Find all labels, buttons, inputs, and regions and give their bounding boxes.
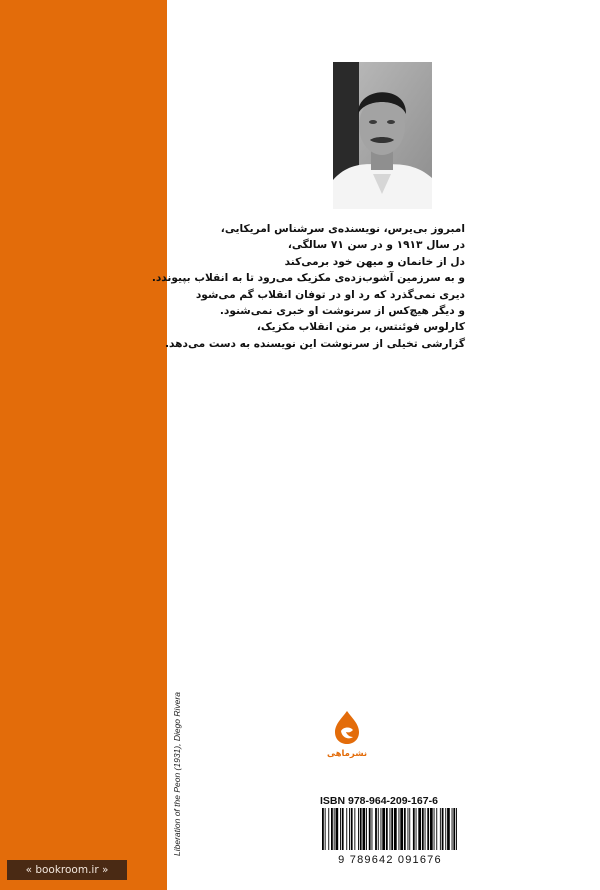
barcode-bar xyxy=(322,808,324,850)
barcode-bar xyxy=(456,808,457,850)
barcode-bar xyxy=(404,808,406,850)
barcode-bar xyxy=(430,808,433,850)
fish-logo-icon xyxy=(326,710,368,760)
cover-art-credit: Liberation of the Peon (1931), Diego Rivera xyxy=(172,692,182,856)
barcode-bar xyxy=(351,808,353,850)
blurb-line: گزارشی تخیلی از سرنوشت این نویسنده به دست می‌دهد. xyxy=(165,337,465,350)
barcode-bar xyxy=(394,808,397,850)
barcode-bar xyxy=(369,808,371,850)
barcode-bar xyxy=(391,808,393,850)
author-photo xyxy=(333,62,432,209)
barcode-bar xyxy=(366,808,367,850)
barcode-bar xyxy=(400,808,403,850)
barcode-bar xyxy=(354,808,355,850)
barcode-bar xyxy=(372,808,373,850)
blurb-line: کارلوس فوئنتس، بر متن انقلاب مکزیک، xyxy=(256,321,465,334)
barcode-bar xyxy=(425,808,426,850)
barcode-bar xyxy=(409,808,410,850)
barcode-number: 9 789642 091676 xyxy=(338,854,442,866)
barcode-bar xyxy=(342,808,344,850)
barcode-bar xyxy=(382,808,385,850)
back-cover-blurb xyxy=(151,221,465,352)
barcode-bar xyxy=(390,808,391,850)
author-portrait-icon xyxy=(333,62,432,209)
barcode-bar xyxy=(334,808,335,850)
barcode-bar xyxy=(378,808,379,850)
barcode-bar xyxy=(413,808,415,850)
barcode-bar xyxy=(328,808,329,850)
barcode-bar xyxy=(418,808,421,850)
blurb-line: و دیگر هیچ‌کس از سرنوشت او خبری نمی‌شنود. xyxy=(219,305,465,318)
barcode-bar xyxy=(375,808,377,850)
barcode-bar xyxy=(358,808,359,850)
isbn-label: ISBN 978-964-209-167-6 xyxy=(320,795,438,807)
barcode-bar xyxy=(346,808,347,850)
barcode-bar xyxy=(445,808,446,850)
barcode-bar xyxy=(452,808,453,850)
blurb-line: امبروز بی‌یرس، نویسنده‌ی سرشناس امریکایی، xyxy=(220,223,465,235)
barcode-bar xyxy=(416,808,417,850)
barcode-bar xyxy=(340,808,341,850)
barcode-bar xyxy=(434,808,435,850)
barcode-bar xyxy=(436,808,437,850)
barcode-bar xyxy=(360,808,362,850)
barcode-bar xyxy=(440,808,441,850)
blurb-line: و به سرزمین آشوب‌زده‌ی مکزیک می‌رود تا به انقلاب بپیوندد. xyxy=(151,272,465,285)
barcode-bar xyxy=(349,808,350,850)
barcode-bar xyxy=(399,808,400,850)
blurb-line: در سال ۱۹۱۳ و در سن ۷۱ سالگی، xyxy=(287,239,465,252)
barcode-icon xyxy=(320,808,460,850)
barcode-bar xyxy=(442,808,444,850)
blurb-line: دیری نمی‌گذرد که رد او در توفان انقلاب گم می‌شود xyxy=(195,288,465,301)
blurb-line: دل از خانمان و میهن خود برمی‌کند xyxy=(284,255,465,268)
barcode-bar xyxy=(427,808,429,850)
publisher-name: نشرماهی xyxy=(326,749,368,759)
barcode-bar xyxy=(363,808,366,850)
barcode-bar xyxy=(336,808,339,850)
publisher-logo xyxy=(326,710,368,760)
bookroom-watermark[interactable]: « bookroom.ir » xyxy=(7,860,127,880)
barcode-bar xyxy=(331,808,333,850)
orange-spine-panel xyxy=(0,0,167,890)
barcode-bar xyxy=(386,808,388,850)
barcode-bar xyxy=(381,808,382,850)
barcode-bar xyxy=(325,808,326,850)
barcode-bar xyxy=(408,808,409,850)
barcode-bar xyxy=(422,808,424,850)
barcode-bar xyxy=(453,808,455,850)
barcode-bar xyxy=(447,808,450,850)
